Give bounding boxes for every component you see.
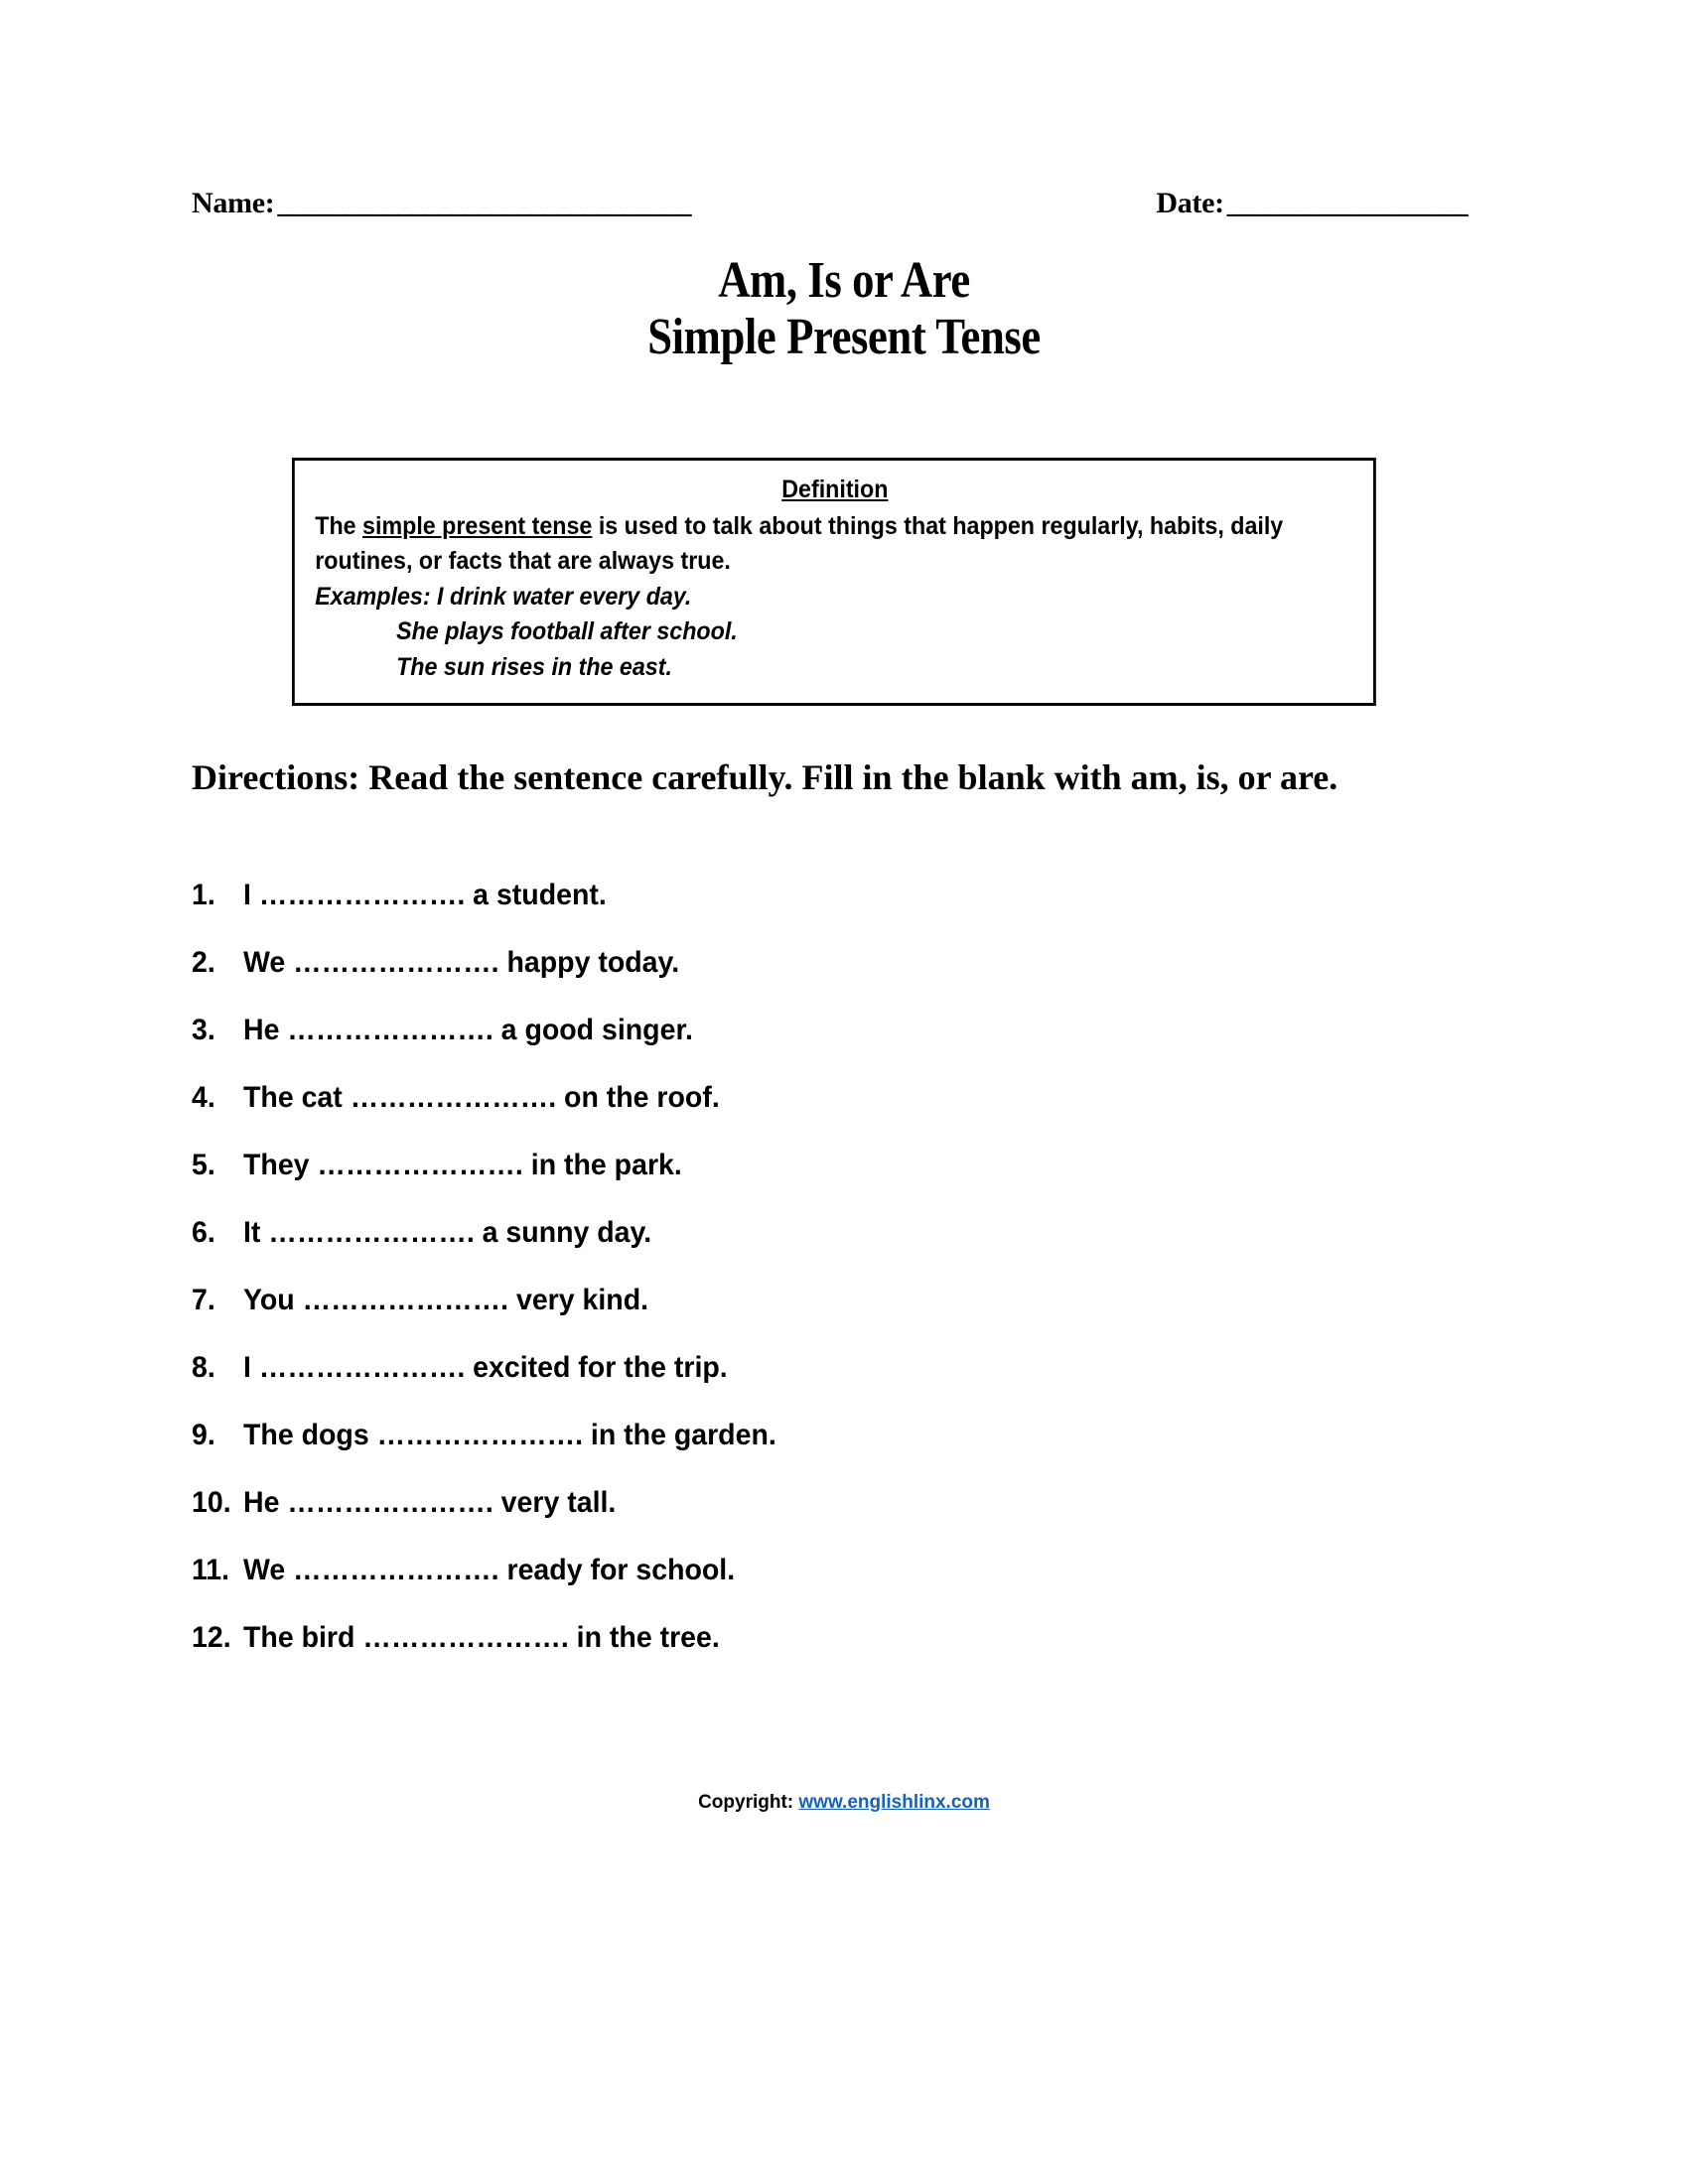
directions-period: . bbox=[1329, 757, 1338, 797]
page-title bbox=[0, 253, 1688, 365]
copyright-label: Copyright: bbox=[698, 1792, 799, 1813]
question-number: 11. bbox=[192, 1554, 230, 1586]
question-item[interactable] bbox=[192, 1149, 1482, 1216]
question-text: It …………………. a sunny day. bbox=[243, 1216, 652, 1249]
question-number: 8. bbox=[192, 1351, 215, 1384]
name-label: Name: bbox=[192, 187, 275, 219]
example-3-post: in the east. bbox=[544, 652, 672, 681]
example-3-pre: The sun bbox=[396, 652, 492, 681]
example-2-verb: plays bbox=[445, 617, 504, 645]
name-date-row bbox=[192, 187, 1477, 220]
directions bbox=[192, 754, 1473, 802]
question-text: The dogs …………………. in the garden. bbox=[243, 1419, 776, 1451]
question-text: We …………………. ready for school. bbox=[243, 1554, 736, 1586]
question-text: The cat …………………. on the roof. bbox=[243, 1081, 720, 1114]
example-row-1 bbox=[315, 580, 1354, 615]
definition-box bbox=[292, 458, 1376, 706]
example-1-post: water every day. bbox=[505, 582, 692, 611]
question-item[interactable] bbox=[192, 1621, 1482, 1689]
title-line-2: Simple Present Tense bbox=[647, 308, 1041, 365]
question-text: The bird …………………. in the tree. bbox=[243, 1621, 720, 1654]
question-item[interactable] bbox=[192, 1081, 1482, 1149]
question-text: I …………………. excited for the trip. bbox=[243, 1351, 728, 1384]
example-row-2 bbox=[315, 614, 1354, 650]
example-2-pre: She bbox=[396, 617, 446, 645]
example-2-post: football after school. bbox=[503, 617, 738, 645]
title-line-1: Am, Is or Are bbox=[718, 252, 970, 309]
question-number: 3. bbox=[192, 1014, 215, 1046]
definition-text-post: is used to talk about things that happen regularly, habits, daily routines, or facts that are always true. bbox=[315, 511, 1284, 575]
question-number: 5. bbox=[192, 1149, 215, 1181]
question-item[interactable] bbox=[192, 1014, 1482, 1081]
question-number: 9. bbox=[192, 1419, 215, 1451]
definition-heading: Definition bbox=[781, 476, 889, 503]
question-text: We …………………. happy today. bbox=[243, 946, 680, 979]
question-number: 6. bbox=[192, 1216, 215, 1249]
definition-text-pre: The bbox=[315, 511, 363, 540]
question-number: 1. bbox=[192, 879, 215, 911]
question-item[interactable] bbox=[192, 1216, 1482, 1284]
question-text: They …………………. in the park. bbox=[243, 1149, 682, 1181]
example-1-pre: I bbox=[437, 582, 450, 611]
copyright-link[interactable]: www.englishlinx.com bbox=[798, 1792, 990, 1813]
question-number: 4. bbox=[192, 1081, 215, 1114]
question-item[interactable] bbox=[192, 1284, 1482, 1351]
question-text: You …………………. very kind. bbox=[243, 1284, 649, 1316]
question-number: 10. bbox=[192, 1486, 231, 1519]
examples-label: Examples: bbox=[315, 582, 438, 611]
question-text: He …………………. a good singer. bbox=[243, 1014, 693, 1046]
question-text: He …………………. very tall. bbox=[243, 1486, 617, 1519]
example-row-3 bbox=[315, 650, 1354, 686]
date-blank-line[interactable]: __________________ bbox=[1226, 187, 1467, 219]
question-number: 2. bbox=[192, 946, 215, 979]
name-field bbox=[192, 187, 690, 220]
question-item[interactable] bbox=[192, 1351, 1482, 1419]
example-1-verb: drink bbox=[449, 582, 506, 611]
question-list bbox=[192, 879, 1482, 1689]
example-3-verb: rises bbox=[491, 652, 545, 681]
definition-term: simple present tense bbox=[362, 511, 593, 540]
question-item[interactable] bbox=[192, 879, 1482, 946]
date-label: Date: bbox=[1156, 187, 1224, 219]
question-item[interactable] bbox=[192, 1554, 1482, 1621]
definition-examples bbox=[315, 580, 1354, 686]
question-text: I …………………. a student. bbox=[243, 879, 607, 911]
date-field bbox=[1156, 187, 1467, 220]
directions-text: Directions: Read the sentence carefully. Fill in the blank with am, is, or are bbox=[192, 757, 1330, 797]
question-item[interactable] bbox=[192, 946, 1482, 1014]
question-number: 12. bbox=[192, 1621, 231, 1654]
name-blank-line[interactable]: _______________________________ bbox=[277, 187, 690, 219]
question-item[interactable] bbox=[192, 1419, 1482, 1486]
copyright-footer bbox=[0, 1792, 1688, 1814]
question-number: 7. bbox=[192, 1284, 215, 1316]
definition-body bbox=[315, 509, 1354, 580]
question-item[interactable] bbox=[192, 1486, 1482, 1554]
